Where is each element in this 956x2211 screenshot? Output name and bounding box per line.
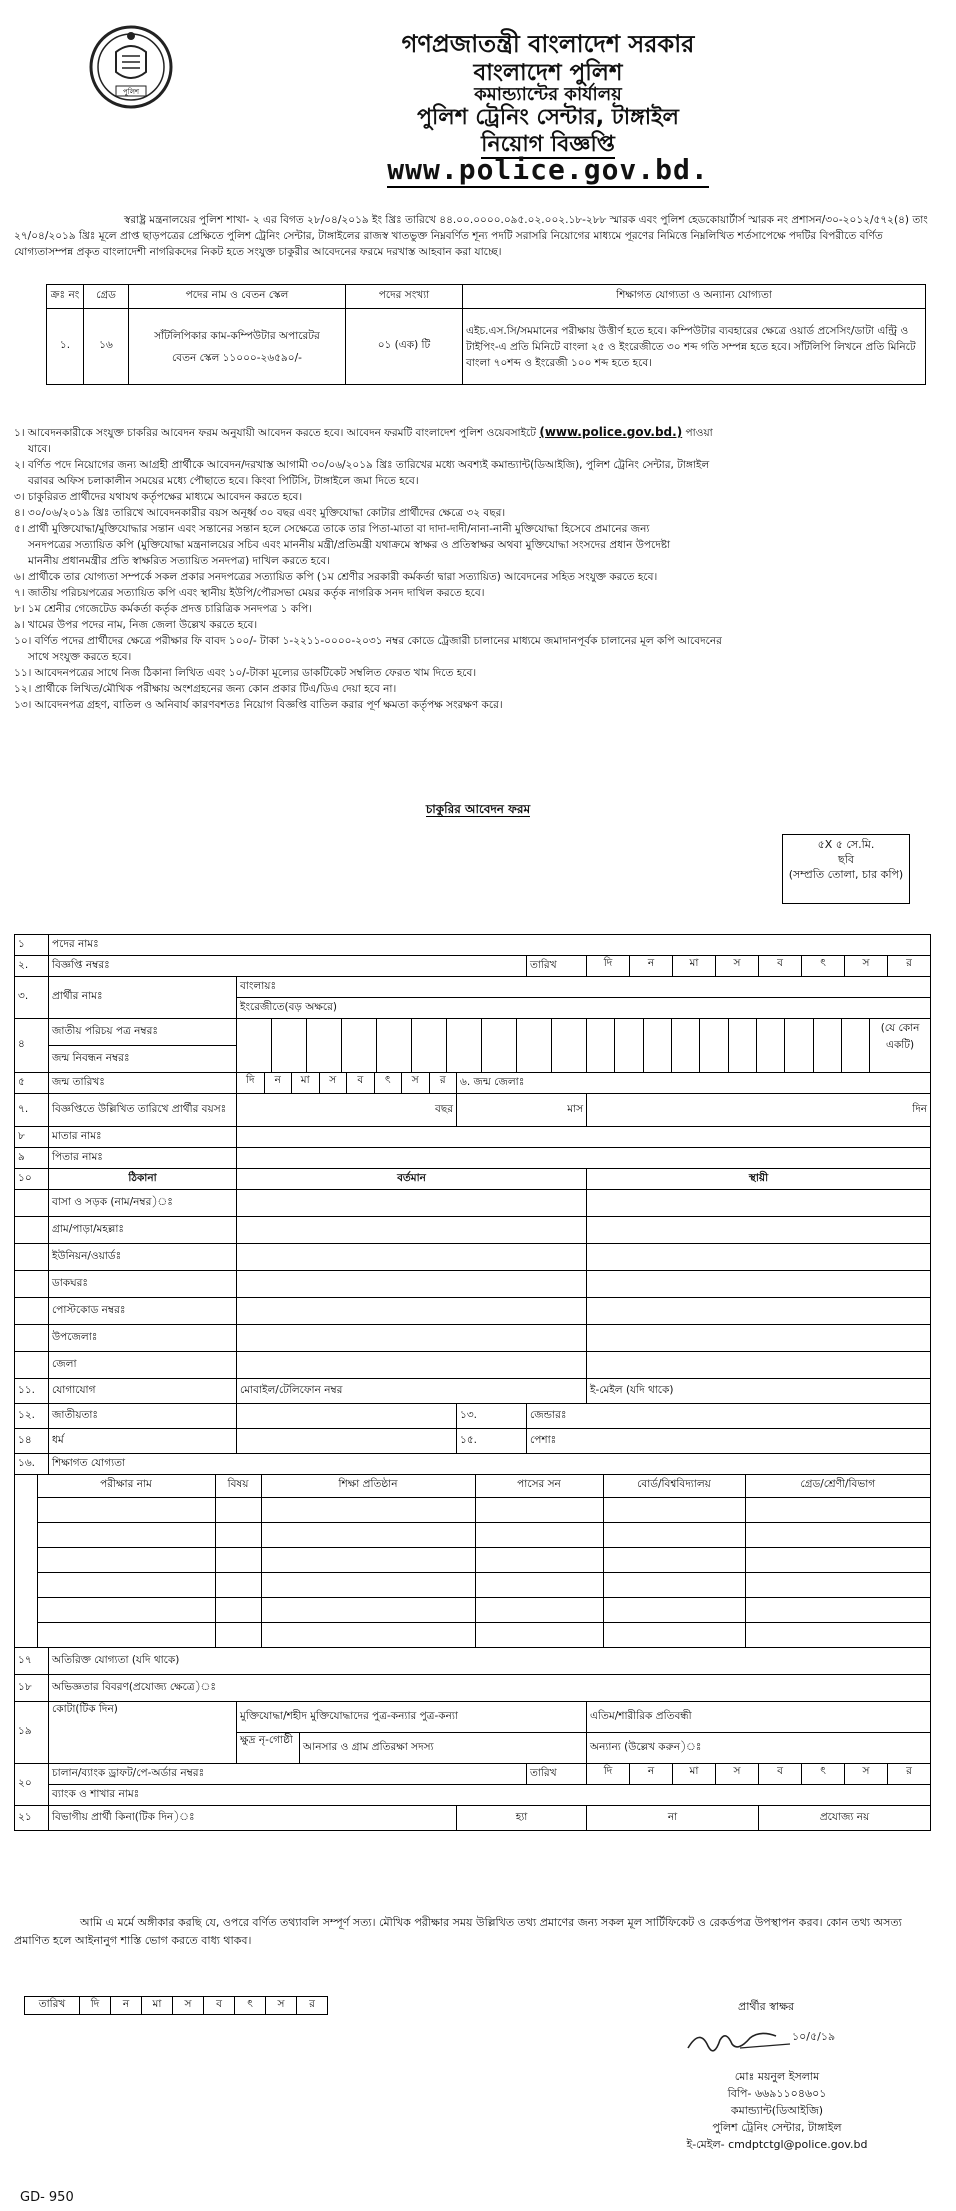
challan-date-cells[interactable]: দি ন মা স ব ৎ স র <box>587 1764 931 1785</box>
edu-cell[interactable] <box>475 1622 603 1647</box>
address-field-label: বাসা ও সড়ক (নাম/নম্বর)ঃ <box>49 1190 237 1217</box>
date-cell[interactable]: স <box>266 1997 297 2015</box>
row-number: ২১ <box>15 1806 49 1831</box>
date-cell[interactable]: ৎ <box>235 1997 266 2015</box>
edu-cell[interactable] <box>261 1547 475 1572</box>
address-field-label: ডাকঘরঃ <box>49 1271 237 1298</box>
experience-field[interactable]: অভিজ্ঞতার বিবরণ(প্রযোজ্য ক্ষেত্রে)ঃ <box>49 1675 931 1702</box>
quota-orphan-disabled[interactable]: এতিম/শারীরিক প্রতিবন্ধী <box>587 1702 931 1733</box>
gd-code: GD- 950 <box>20 2190 74 2205</box>
website-link[interactable]: (www.police.gov.bd.) <box>539 425 683 439</box>
application-form <box>14 934 931 1831</box>
dob-label: জন্ম তারিখঃ <box>49 1073 237 1094</box>
row-number: ৪ <box>15 1019 49 1073</box>
edu-col-header: শিক্ষা প্রতিষ্ঠান <box>261 1475 475 1497</box>
departmental-na[interactable]: প্রযোজ্য নয় <box>819 1810 870 1823</box>
edu-cell[interactable] <box>37 1497 215 1522</box>
present-address-field[interactable] <box>237 1244 587 1271</box>
signature-icon <box>680 2018 840 2068</box>
row-number: ৭. <box>15 1094 49 1127</box>
declaration-date-box <box>24 1996 328 2015</box>
condition-item: ১০। বর্ণিত পদের প্রার্থীদের ক্ষেত্রে পরীক্ষার ফি বাবদ ১০০/- টাকা ১-২২১১-০০০০-২০৩১ নম্বর কোডে ট্রেজারী চালানের মাধ্যমে জমাদানপূর্বক চালানের মূল কপি আবেদনের সাথে সংযুক্ত করতে হবে। <box>14 635 722 663</box>
additional-qualification-field[interactable]: অতিরিক্ত যোগ্যতা (যদি থাকে) <box>49 1648 931 1675</box>
signer-office: পুলিশ ট্রেনিং সেন্টার, টাঙ্গাইল <box>712 2121 842 2134</box>
nid-cells[interactable] <box>237 1019 587 1073</box>
edu-cell[interactable] <box>215 1497 261 1522</box>
permanent-address-field[interactable] <box>587 1217 931 1244</box>
quota-other[interactable]: অন্যান্য (উল্লেখ করুন)ঃ <box>587 1733 931 1764</box>
post-count: ০১ (এক) টি <box>346 309 463 385</box>
post-grade: ১৬ <box>84 309 129 385</box>
address-field-label: উপজেলাঃ <box>49 1325 237 1352</box>
row-number: ১৫. <box>457 1429 527 1454</box>
permanent-address-field[interactable] <box>587 1190 931 1217</box>
edu-col-header: বোর্ড/বিশ্ববিদ্যালয় <box>603 1475 745 1497</box>
post-sl: ১. <box>47 309 84 385</box>
departmental-yes[interactable]: হ্যা <box>457 1806 587 1831</box>
header-notice: নিয়োগ বিজ্ঞপ্তি <box>481 132 615 157</box>
row-number: ৮ <box>15 1127 49 1148</box>
date-cell[interactable]: মা <box>142 1997 173 2015</box>
permanent-address-field[interactable] <box>587 1244 931 1271</box>
date-cell[interactable]: ন <box>111 1997 142 2015</box>
row-number: ১৭ <box>15 1648 49 1675</box>
edu-cell[interactable] <box>37 1572 215 1597</box>
applicant-name-label: প্রার্থীর নামঃ <box>49 977 237 1019</box>
mother-name-label: মাতার নামঃ <box>49 1127 237 1148</box>
condition-item: ৫। প্রার্থী মুক্তিযোদ্ধা/মুক্তিযোদ্ধার সন্তান এবং সন্তানের সন্তান হলে সেক্ষেত্রে তাকে তার পিতা-মাতা বা দাদা-দাদী/নানা-নানী মুক্তিযোদ্ধা হিসেবে প্রমানের জন্য সনদপত্রের সত্যায়িত কপি (মুক্তিযোদ্ধা মন্ত্রনালয়ের সচিব এবং মাননীয় মন্ত্রী/প্রতিমন্ত্রী যথাক্রমে স্বাক্ষর ও প্রতিস্বাক্ষর অথবা মুক্তিযোদ্ধা সংসদের প্রধান উপদেষ্টা মাননীয় প্রধানমন্ত্রীর প্রতি স্বাক্ষরিত সত্যায়িত সনদপত্র) দাখিল করতে হবে। <box>14 523 671 567</box>
present-address-field[interactable] <box>237 1298 587 1325</box>
edu-cell[interactable] <box>37 1522 215 1547</box>
gender-field[interactable]: জেন্ডারঃ <box>527 1404 931 1429</box>
edu-cell[interactable] <box>603 1547 745 1572</box>
condition-item: ১। আবেদনকারীকে সংযুক্ত চাকরির আবেদন ফরম অনুযায়ী আবেদন করতে হবে। আবেদন ফরমটি বাংলাদেশ পুলিশ ওয়েবসাইটে (www.police.gov.bd.) পাওয়া যাবে। <box>14 425 713 455</box>
header-police: বাংলাদেশ পুলিশ <box>473 60 623 86</box>
religion-label: ধর্ম <box>49 1429 237 1454</box>
date-cell[interactable]: স <box>173 1997 204 2015</box>
present-address-header: বর্তমান <box>237 1169 587 1190</box>
nationality-field[interactable] <box>237 1404 457 1429</box>
age-month-field[interactable]: মাস <box>457 1094 587 1127</box>
post-pay-scale: বেতন স্কেল ১১০০০-২৬৫৯০/- <box>172 351 302 364</box>
edu-cell[interactable] <box>215 1522 261 1547</box>
conditions-list <box>14 424 944 713</box>
row-number: ১১. <box>15 1379 49 1404</box>
quota-freedom-fighter[interactable]: মুক্তিযোদ্ধা/শহীদ মুক্তিযোদ্ধাদের পুত্র-কন্যার পুত্র-কন্যা <box>237 1702 587 1733</box>
education-table <box>15 1475 930 1647</box>
email-field[interactable]: ই-মেইল (যদি থাকে) <box>587 1379 931 1404</box>
post-qualification: এইচ.এস.সি/সমমানের পরীক্ষায় উত্তীর্ণ হতে হবে। কম্পিউটার ব্যবহারের ক্ষেত্রে ওয়ার্ড প্রসেসিং/ডাটা এন্ট্রি ও টাইপিং-এ প্রতি মিনিটে বাংলা ২৫ ও ইংরেজীতে ৩০ শব্দ গতি সম্পন্ন হতে হবে। সাঁটলিপি লিখনে প্রতি মিনিটে বাংলা ৭০শব্দ ও ইংরেজী ১০০ শব্দ হতে হবে। <box>463 309 926 385</box>
address-field-label: গ্রাম/পাড়া/মহল্লাঃ <box>49 1217 237 1244</box>
edu-cell[interactable] <box>745 1497 930 1522</box>
row-number: ১৯ <box>15 1702 49 1764</box>
row-number: ১ <box>15 935 49 956</box>
edu-cell[interactable] <box>261 1597 475 1622</box>
edu-cell[interactable] <box>603 1622 745 1647</box>
permanent-address-field[interactable] <box>587 1271 931 1298</box>
row-number: ১৬. <box>15 1454 49 1475</box>
row-number: ১৪ <box>15 1429 49 1454</box>
departmental-no[interactable]: না <box>587 1806 759 1830</box>
signer-title: কমান্ড্যান্ট(ডিআইজি) <box>730 2104 824 2117</box>
challan-number-field[interactable]: চালান/ব্যাংক ড্রাফট/পে-অর্ডার নম্বরঃ <box>49 1764 527 1785</box>
edu-cell[interactable] <box>745 1597 930 1622</box>
emblem-label: পুলিশ <box>122 88 140 96</box>
date-cell[interactable]: ব <box>204 1997 235 2015</box>
edu-cell[interactable] <box>475 1547 603 1572</box>
post-table <box>46 284 926 385</box>
edu-cell[interactable] <box>215 1547 261 1572</box>
header-office: কমান্ড্যান্টের কার্যালয় <box>474 84 622 105</box>
row-number: ১২. <box>15 1404 49 1429</box>
quota-ansar[interactable]: আনসার ও গ্রাম প্রতিরক্ষা সদস্য <box>303 1740 434 1753</box>
present-address-field[interactable] <box>237 1217 587 1244</box>
signer-name: মোঃ ময়নুল ইসলাম <box>734 2070 820 2083</box>
edu-col-header: বিষয় <box>215 1475 261 1497</box>
religion-field[interactable] <box>237 1429 457 1454</box>
name-english-field[interactable]: ইংরেজীতে(বড় অক্ষরে) <box>237 998 931 1019</box>
row-number: ২০ <box>15 1764 49 1806</box>
present-address-field[interactable] <box>237 1325 587 1352</box>
age-day-field[interactable]: দিন <box>587 1094 931 1127</box>
either-note: (যে কোন একটি) <box>880 1022 920 1051</box>
edu-cell[interactable] <box>37 1597 215 1622</box>
permanent-address-header: স্থায়ী <box>587 1169 931 1190</box>
bank-branch-field[interactable]: ব্যাংক ও শাখার নামঃ <box>49 1785 931 1806</box>
mother-name-field[interactable] <box>237 1127 931 1148</box>
row-number: ১৩. <box>457 1404 527 1429</box>
present-address-field[interactable] <box>237 1352 587 1379</box>
header-govt: গণপ্রজাতন্ত্রী বাংলাদেশ সরকার <box>401 30 695 58</box>
address-field-label: জেলা <box>49 1352 237 1379</box>
post-name: সাঁটলিপিকার কাম-কম্পিউটার অপারেটর <box>154 329 320 342</box>
post-table-header: পদের নাম ও বেতন স্কেল <box>129 285 346 309</box>
quota-label: কোটা(টিক দিন) <box>49 1702 237 1764</box>
notice-date-cells[interactable]: দি ন মা স ব ৎ স র <box>587 956 931 977</box>
condition-item: ১৩। আবেদনপত্র গ্রহণ, বাতিল ও অনিবার্য কারণবশতঃ নিয়োগ বিজ্ঞপ্তি বাতিল করার পূর্ণ ক্ষমতা কর্তৃপক্ষ সংরক্ষণ করে। <box>14 699 503 711</box>
row-number: ১৮ <box>15 1675 49 1702</box>
address-field-label: ইউনিয়ন/ওয়ার্ডঃ <box>49 1244 237 1271</box>
intro-paragraph: স্বরাষ্ট্র মন্ত্রনালয়ের পুলিশ শাখা- ২ এর বিগত ২৮/০৪/২০১৯ ইং খ্রিঃ তারিখে ৪৪.০০.০০০০.০৯৫.০২.০০২.১৮-২৮৮ স্মারক এবং পুলিশ হেডকোয়ার্টার্স স্মারক নং প্রশাসন/৩০-২০১২/৫৭২(৪) তাং ২৭/০৪/২০১৯ খ্রিঃ মূলে প্রাপ্ত ছাড়পত্রের প্রেক্ষিতে পুলিশ ট্রেনিং সেন্টার, টাঙ্গাইলের রাজস্ব খাতভুক্ত নিম্নবর্ণিত শূন্য পদটি সরাসরি নিয়োগের মাধ্যমে পূরণের নিমিত্তে নিম্নলিখিত শর্তসাপেক্ষে পদটির বিপরীতে বর্ণিত যোগ্যতাসম্পন্ন প্রকৃত বাংলাদেশী নাগরিকদের নিকট হতে সংযুক্ত চাকুরীর আবেদনের ফরমে দরখাস্ত আহবান করা যাচ্ছে। <box>14 214 928 258</box>
challan-date-label: তারিখ <box>527 1764 587 1785</box>
condition-item: ১২। প্রার্থীকে লিখিত/মৌখিক পরীক্ষায় অংশগ্রহনের জন্য কোন প্রকার টিএ/ডিএ দেয়া হবে না। <box>14 683 397 695</box>
condition-item: ৪। ৩০/০৬/২০১৯ খ্রিঃ তারিখে আবেদনকারীর বয়স অনূর্ধ্ব ৩০ বছর এবং মুক্তিযোদ্ধা কোটার প্রার্থীদের ক্ষেত্রে ৩২ বছর। <box>14 507 506 519</box>
edu-col-header: পরীক্ষার নাম <box>37 1475 215 1497</box>
condition-item: ৬। প্রার্থীকে তার যোগ্যতা সম্পর্কে সকল প্রকার সনদপত্রের সত্যায়িত কপি (১ম শ্রেণীর সরকারী কর্মকর্তা দ্বারা সত্যায়িত) আবেদনের সহিত সংযুক্ত করতে হবে। <box>14 571 658 583</box>
age-year-field[interactable]: বছর <box>237 1094 457 1127</box>
post-table-header: পদের সংখ্যা <box>346 285 463 309</box>
nationality-label: জাতীয়তাঃ <box>49 1404 237 1429</box>
post-table-header: ক্রঃ নং <box>47 285 84 309</box>
edu-cell[interactable] <box>475 1597 603 1622</box>
police-emblem-icon <box>86 22 176 112</box>
edu-cell[interactable] <box>215 1622 261 1647</box>
father-name-label: পিতার নামঃ <box>49 1148 237 1169</box>
edu-cell[interactable] <box>475 1572 603 1597</box>
header-ptc: পুলিশ ট্রেনিং সেন্টার, টাঙ্গাইল <box>417 105 679 130</box>
signer-email[interactable]: ই-মেইল- cmdptctgl@police.gov.bd <box>686 2138 868 2151</box>
row-number: ১০ <box>15 1169 49 1190</box>
permanent-address-field[interactable] <box>587 1325 931 1352</box>
notice-number-field[interactable]: বিজ্ঞপ্তি নম্বরঃ <box>49 956 527 977</box>
edu-cell[interactable] <box>261 1572 475 1597</box>
present-address-field[interactable] <box>237 1271 587 1298</box>
birthreg-label: জন্ম নিবন্ধন নম্বরঃ <box>49 1046 237 1073</box>
signature-date: ১০/৫/১৯ <box>792 2030 836 2043</box>
edu-cell[interactable] <box>475 1497 603 1522</box>
departmental-label: বিভাগীয় প্রার্থী কিনা(টিক দিন)ঃ <box>49 1806 457 1831</box>
edu-cell[interactable] <box>37 1622 215 1647</box>
photo-label: ছবি <box>838 853 854 866</box>
address-field-label: পোস্টকোড নম্বরঃ <box>49 1298 237 1325</box>
condition-item: ৯। খামের উপর পদের নাম, নিজ জেলা উল্লেখ করতে হবে। <box>14 619 258 631</box>
post-name-field[interactable]: পদের নামঃ <box>49 935 931 956</box>
condition-item: ৭। জাতীয় পরিচয়পত্রের সত্যায়িত কপি এবং স্থানীয় ইউপি/পৌরসভা মেয়র কর্তৃক নাগরিক সনদ দাখিল করতে হবে। <box>14 587 485 599</box>
form-title: চাকুরির আবেদন ফরম <box>425 802 531 816</box>
condition-item: ৮। ১ম শ্রেনীর গেজেটেড কর্মকর্তা কর্তৃক প্রদত্ত চারিত্রিক সনদপত্র ১ কপি। <box>14 603 313 615</box>
edu-cell[interactable] <box>215 1572 261 1597</box>
edu-cell[interactable] <box>603 1572 745 1597</box>
edu-cell[interactable] <box>603 1497 745 1522</box>
edu-col-header: পাসের সন <box>475 1475 603 1497</box>
row-number: ৩. <box>15 977 49 1019</box>
permanent-address-field[interactable] <box>587 1298 931 1325</box>
edu-cell[interactable] <box>261 1497 475 1522</box>
condition-item: ২। বর্ণিত পদে নিয়োগের জন্য আগ্রহী প্রার্থীকে আবেদন/দরখাস্ত আগামী ৩০/০৬/২০১৯ খ্রিঃ তারিখের মধ্যে অবশ্যই কমান্ড্যান্ট(ডিআইজি), পুলিশ ট্রেনিং সেন্টার, টাঙ্গাইল বরাবর অফিস চলাকালীন সময়ের মধ্যে পৌছাতে হবে। কিংবা পিটিসি, টাঙ্গাইলে জমা দিতে হবে। <box>14 459 710 487</box>
declaration: আমি এ মর্মে অঙ্গীকার করছি যে, ওপরে বর্ণিত তথ্যাবলি সম্পূর্ণ সত্য। মৌখিক পরীক্ষার সময় উল্লিখিত তথ্য প্রমাণের জন্য সকল মূল সার্টিফিকেট ও রেকর্ডপত্র উপস্থাপন করব। কোন তথ্য অসত্য প্রমাণিত হলে আইনানুগ শাস্তি ভোগ করতে বাধ্য থাকব। <box>14 1916 902 1947</box>
edu-cell[interactable] <box>603 1597 745 1622</box>
edu-cell[interactable] <box>261 1622 475 1647</box>
notice-date-label: তারিখ <box>527 956 587 977</box>
name-bangla-field[interactable]: বাংলায়ঃ <box>237 977 931 998</box>
edu-cell[interactable] <box>603 1522 745 1547</box>
present-address-field[interactable] <box>237 1190 587 1217</box>
applicant-signature-label: প্রার্থীর স্বাক্ষর <box>738 2000 795 2013</box>
signer-bp: বিপি- ৬৬৯১১০৪৬০১ <box>727 2087 827 2100</box>
date-cell[interactable]: দি <box>80 1997 111 2015</box>
signer-block <box>632 2068 922 2153</box>
birth-district-field[interactable]: ৬. জন্ম জেলাঃ <box>457 1073 931 1094</box>
row-number: ৯ <box>15 1148 49 1169</box>
header-website-link[interactable]: www.police.gov.bd. <box>387 153 709 186</box>
phone-field[interactable]: মোবাইল/টেলিফোন নম্বর <box>237 1379 587 1404</box>
address-label: ঠিকানা <box>49 1169 237 1190</box>
condition-item: ১১। আবেদনপত্রের সাথে নিজ ঠিকানা লিখিত এবং ১০/-টাকা মূল্যের ডাকটিকেট সম্বলিত ফেরত খাম দিতে হবে। <box>14 667 477 679</box>
edu-cell[interactable] <box>37 1547 215 1572</box>
condition-item: ৩। চাকুরিরত প্রার্থীদের যথাযথ কর্তৃপক্ষের মাধ্যমে আবেদন করতে হবে। <box>14 491 303 503</box>
edu-cell[interactable] <box>745 1622 930 1647</box>
post-table-header: শিক্ষাগত যোগ্যতা ও অন্যান্য যোগ্যতা <box>463 285 926 309</box>
edu-cell[interactable] <box>745 1547 930 1572</box>
permanent-address-field[interactable] <box>587 1352 931 1379</box>
photo-box <box>782 834 910 904</box>
nid-cells-extra[interactable] <box>587 1019 870 1072</box>
edu-cell[interactable] <box>215 1597 261 1622</box>
quota-ethnic[interactable]: ক্ষুদ্র নৃ-গোষ্ঠী <box>237 1733 300 1763</box>
edu-cell[interactable] <box>261 1522 475 1547</box>
photo-size: ৫X ৫ সে.মি. <box>817 838 875 851</box>
education-table-cell <box>15 1475 931 1648</box>
edu-cell[interactable] <box>745 1522 930 1547</box>
contact-label: যোগাযোগ <box>49 1379 237 1404</box>
post-table-header: গ্রেড <box>84 285 129 309</box>
dob-cells[interactable]: দি ন মা স ব ৎ স র <box>237 1073 457 1094</box>
education-label: শিক্ষাগত যোগ্যতা <box>49 1454 931 1475</box>
row-number: ৫ <box>15 1073 49 1094</box>
occupation-field[interactable]: পেশাঃ <box>527 1429 931 1454</box>
row-number: ২. <box>15 956 49 977</box>
edu-col-header: গ্রেড/শ্রেণী/বিভাগ <box>745 1475 930 1497</box>
photo-note: (সম্প্রতি তোলা, চার কপি) <box>788 868 904 881</box>
date-cell[interactable]: র <box>297 1997 328 2015</box>
declaration-date-label: তারিখ <box>25 1997 80 2015</box>
father-name-field[interactable] <box>237 1148 931 1169</box>
edu-cell[interactable] <box>475 1522 603 1547</box>
age-label: বিজ্ঞপ্তিতে উল্লিখিত তারিখে প্রার্থীর বয়সঃ <box>49 1094 237 1127</box>
nid-label: জাতীয় পরিচয় পত্র নম্বরঃ <box>49 1019 237 1046</box>
edu-cell[interactable] <box>745 1572 930 1597</box>
